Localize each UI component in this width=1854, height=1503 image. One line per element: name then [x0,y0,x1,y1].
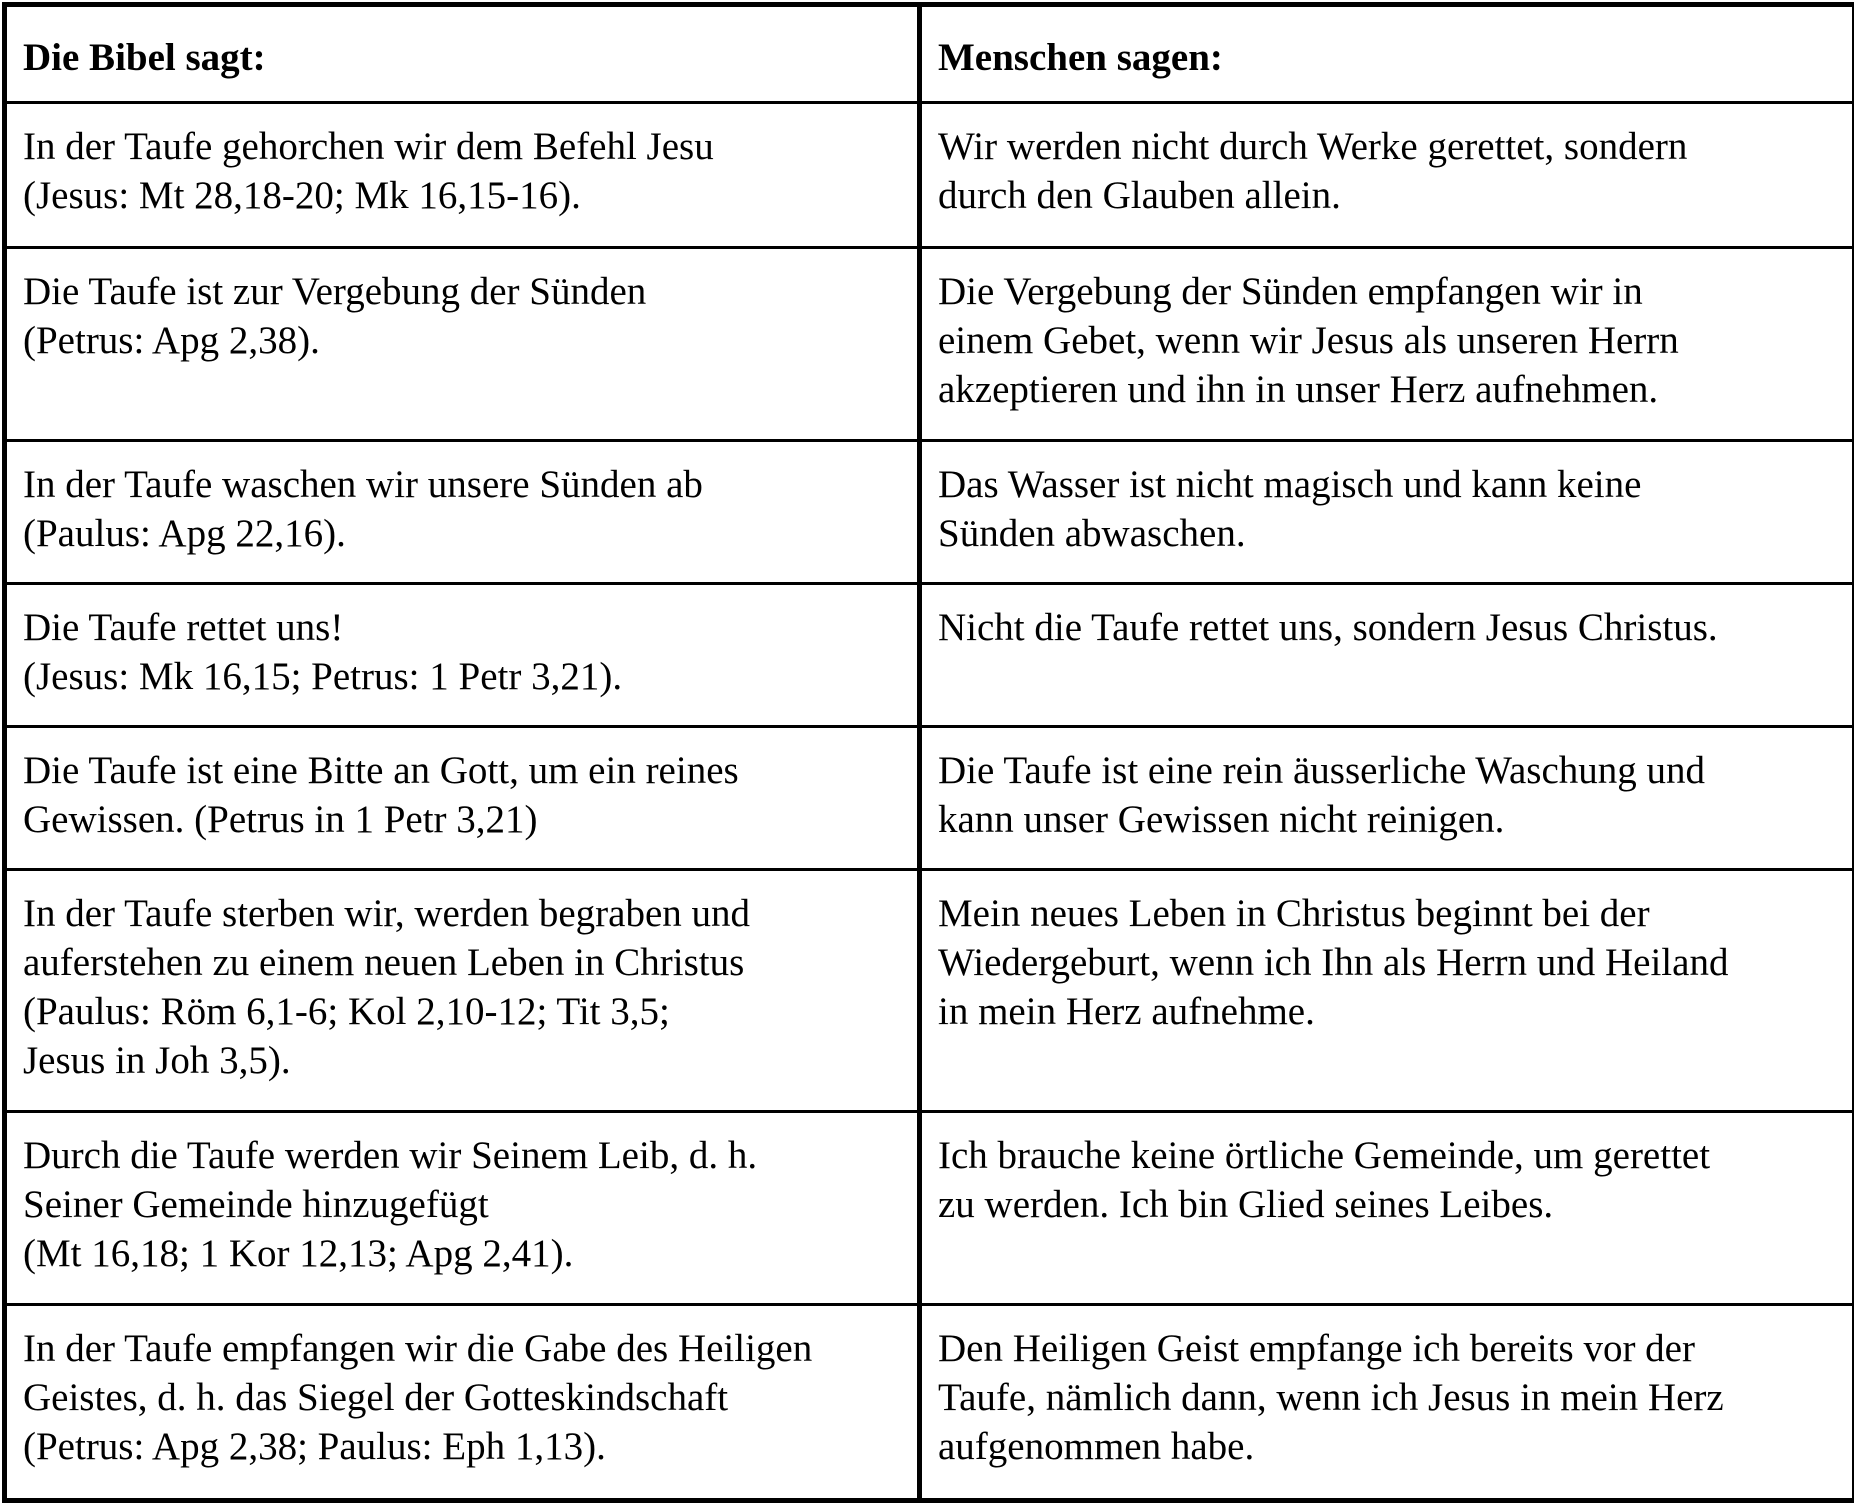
header-row [5,5,1854,103]
table-row [5,1112,1854,1305]
table-row [5,727,1854,870]
bible-statement: In der Taufe gehorchen wir dem Befehl Jesu (Jesus: Mt 28,18-20; Mk 16,15-16). [5,103,920,248]
bible-statement: Die Taufe rettet uns! (Jesus: Mk 16,15; Petrus: 1 Petr 3,21). [5,584,920,727]
table-row [5,248,1854,441]
people-statement: Ich brauche keine örtliche Gemeinde, um gerettet zu werden. Ich bin Glied seines Leibes. [920,1112,1854,1305]
bible-statement: Durch die Taufe werden wir Seinem Leib, d. h. Seiner Gemeinde hinzugefügt (Mt 16,18; 1 Kor 12,13; Apg 2,41). [5,1112,920,1305]
table-row [5,584,1854,727]
people-statement: Den Heiligen Geist empfange ich bereits vor der Taufe, nämlich dann, wenn ich Jesus in mein Herz aufgenommen habe. [920,1305,1854,1501]
people-statement: Das Wasser ist nicht magisch und kann keine Sünden abwaschen. [920,441,1854,584]
table-row [5,103,1854,248]
bible-statement: Die Taufe ist zur Vergebung der Sünden (Petrus: Apg 2,38). [5,248,920,441]
table-row [5,1305,1854,1501]
bible-statement: Die Taufe ist eine Bitte an Gott, um ein reines Gewissen. (Petrus in 1 Petr 3,21) [5,727,920,870]
people-statement: Nicht die Taufe rettet uns, sondern Jesus Christus. [920,584,1854,727]
people-statement: Die Vergebung der Sünden empfangen wir in einem Gebet, wenn wir Jesus als unseren Herrn akzeptieren und ihn in unser Herz aufnehmen. [920,248,1854,441]
table-row [5,441,1854,584]
comparison-table [2,2,1854,1503]
bible-statement: In der Taufe sterben wir, werden begraben und auferstehen zu einem neuen Leben in Christus (Paulus: Röm 6,1-6; Kol 2,10-12; Tit 3,5; Jesus in Joh 3,5). [5,870,920,1112]
people-statement: Wir werden nicht durch Werke gerettet, sondern durch den Glauben allein. [920,103,1854,248]
people-statement: Mein neues Leben in Christus beginnt bei der Wiedergeburt, wenn ich Ihn als Herrn und Heiland in mein Herz aufnehme. [920,870,1854,1112]
header-bible-says: Die Bibel sagt: [5,5,920,103]
bible-statement: In der Taufe waschen wir unsere Sünden ab (Paulus: Apg 22,16). [5,441,920,584]
table-row [5,870,1854,1112]
people-statement: Die Taufe ist eine rein äusserliche Waschung und kann unser Gewissen nicht reinigen. [920,727,1854,870]
header-people-say: Menschen sagen: [920,5,1854,103]
bible-statement: In der Taufe empfangen wir die Gabe des Heiligen Geistes, d. h. das Siegel der Gotteskindschaft (Petrus: Apg 2,38; Paulus: Eph 1,13). [5,1305,920,1501]
